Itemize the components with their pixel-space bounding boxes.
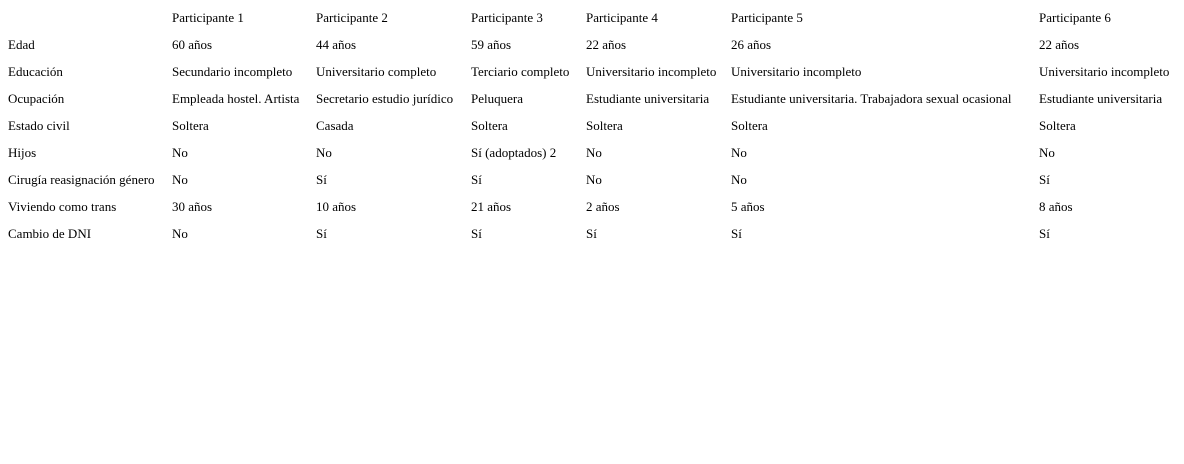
row-label: Cirugía reasignación género: [8, 171, 155, 187]
table-cell: 59 años: [471, 36, 512, 52]
table-cell: Sí: [1039, 171, 1050, 187]
row-label: Educación: [8, 63, 63, 79]
table-cell: Estudiante universitaria: [586, 90, 710, 106]
table-cell: Sí: [316, 171, 327, 187]
table-cell: 26 años: [731, 36, 772, 52]
table-cell: No: [172, 144, 188, 160]
table-cell: Soltera: [471, 117, 508, 133]
table-cell: 10 años: [316, 198, 357, 214]
table-cell: Soltera: [172, 117, 209, 133]
table-cell: Sí: [586, 225, 597, 241]
table-cell: Universitario incompleto: [731, 63, 862, 79]
table-cell: No: [586, 144, 602, 160]
table-cell: Sí: [471, 225, 482, 241]
table-cell: Sí: [1039, 225, 1050, 241]
table-row: [4, 58, 1180, 85]
participants-table: [4, 4, 1180, 247]
table-cell: 30 años: [172, 198, 213, 214]
table-row: [4, 193, 1180, 220]
table-cell: 22 años: [1039, 36, 1080, 52]
row-label: Estado civil: [8, 117, 70, 133]
table-cell: No: [316, 144, 332, 160]
table-row: [4, 166, 1180, 193]
table-cell: 60 años: [172, 36, 213, 52]
column-header: Participante 4: [586, 9, 658, 25]
table-cell: Soltera: [731, 117, 768, 133]
table-cell: Sí (adoptados) 2: [471, 144, 557, 160]
table-cell: Casada: [316, 117, 354, 133]
table-cell: No: [172, 171, 188, 187]
table-cell: No: [172, 225, 188, 241]
table-cell: Secretario estudio jurídico: [316, 90, 454, 106]
table-cell: No: [731, 144, 747, 160]
table-row: [4, 31, 1180, 58]
row-label: Edad: [8, 36, 35, 52]
table-cell: No: [586, 171, 602, 187]
table-row: [4, 139, 1180, 166]
table-cell: Soltera: [1039, 117, 1076, 133]
column-header: Participante 5: [731, 9, 803, 25]
table-cell: 22 años: [586, 36, 627, 52]
header-row: [4, 4, 1180, 31]
table-row: [4, 112, 1180, 139]
table-cell: Universitario incompleto: [1039, 63, 1170, 79]
table-cell: Secundario incompleto: [172, 63, 293, 79]
table-cell: Terciario completo: [471, 63, 570, 79]
corner-cell: [4, 4, 168, 31]
column-header: Participante 2: [316, 9, 388, 25]
row-label: Hijos: [8, 144, 37, 160]
column-header: Participante 1: [172, 9, 244, 25]
table-row: [4, 220, 1180, 247]
column-header: Participante 6: [1039, 9, 1111, 25]
row-label: Ocupación: [8, 90, 65, 106]
table-cell: 44 años: [316, 36, 357, 52]
table-cell: Estudiante universitaria: [1039, 90, 1163, 106]
table-cell: Peluquera: [471, 90, 523, 106]
table-cell: Sí: [316, 225, 327, 241]
table-cell: Sí: [731, 225, 742, 241]
row-label: Cambio de DNI: [8, 225, 92, 241]
table-cell: 2 años: [586, 198, 620, 214]
table-cell: No: [1039, 144, 1055, 160]
table-cell: Empleada hostel. Artista: [172, 90, 300, 106]
table-cell: 5 años: [731, 198, 765, 214]
row-label: Viviendo como trans: [8, 198, 117, 214]
table-cell: 21 años: [471, 198, 512, 214]
column-header: Participante 3: [471, 9, 543, 25]
table-cell: No: [731, 171, 747, 187]
table-row: [4, 85, 1180, 112]
table-cell: Universitario completo: [316, 63, 437, 79]
table-cell: Sí: [471, 171, 482, 187]
table-cell: Soltera: [586, 117, 623, 133]
table-cell: Universitario incompleto: [586, 63, 717, 79]
table-cell: Estudiante universitaria. Trabajadora sexual ocasional: [731, 90, 1012, 106]
table-cell: 8 años: [1039, 198, 1073, 214]
